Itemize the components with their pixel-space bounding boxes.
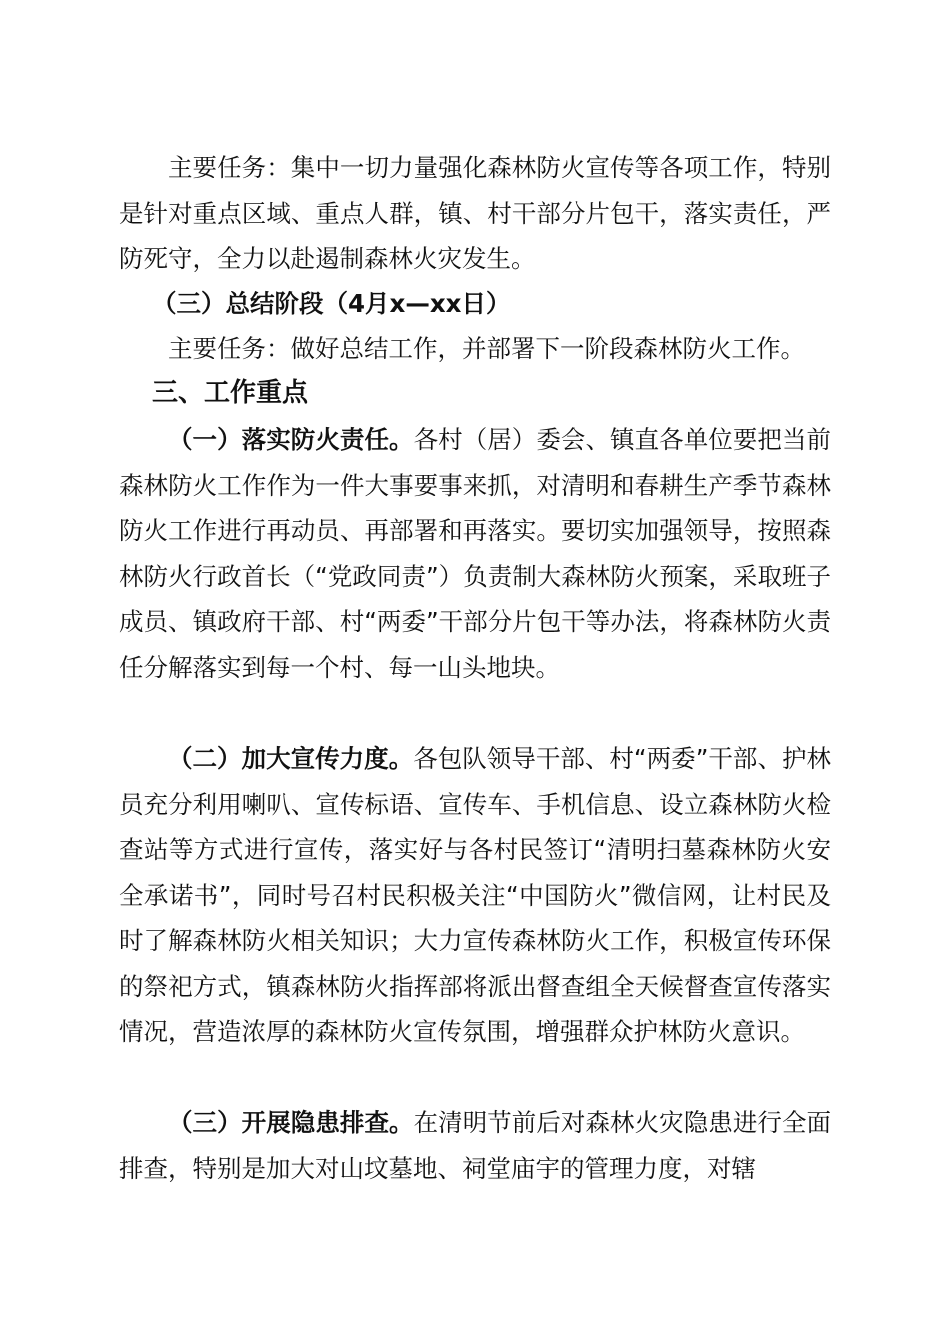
key-point-1-body: 各村（居）委会、镇直各单位要把当前森林防火工作作为一件大事要事来抓，对清明和春耕生产季节森林防火工作进行再动员、再部署和再落实。要切实加强领导，按照森林防火行政首长（“党政同责”）负责制大森林防火预案，采取班子成员、镇政府干部、村“两委”干部分片包干等办法，将森林防火责任分解落实到每一个村、每一山头地块。 — [119, 425, 831, 682]
task-paragraph-stage3: 主要任务：做好总结工作，并部署下一阶段森林防火工作。 — [168, 334, 805, 363]
key-point-2-title: （二）加大宣传力度。 — [168, 744, 414, 773]
key-point-2 — [119, 736, 831, 1055]
key-point-3 — [119, 1100, 831, 1191]
key-point-1-title: （一）落实防火责任。 — [168, 425, 414, 454]
key-point-3-body: 在清明节前后对森林火灾隐患进行全面排查，特别是加大对山坟墓地、祠堂庙宇的管理力度，对辖 — [119, 1108, 831, 1183]
task-paragraph-stage2: 主要任务：集中一切力量强化森林防火宣传等各项工作，特别是针对重点区域、重点人群，镇、村干部分片包干，落实责任，严防死守，全力以赴遏制森林火灾发生。 — [119, 153, 831, 273]
section3-heading: 三、工作重点 — [152, 378, 309, 408]
stage3-heading: （三）总结阶段（4月x—xx日） — [152, 289, 511, 318]
key-point-2-body: 各包队领导干部、村“两委”干部、护林员充分利用喇叭、宣传标语、宣传车、手机信息、设立森林防火检查站等方式进行宣传，落实好与各村民签订“清明扫墓森林防火安全承诺书”，同时号召村民积极关注“中国防火”微信网，让村民及时了解森林防火相关知识；大力宣传森林防火工作，积极宣传环保的祭祀方式，镇森林防火指挥部将派出督查组全天候督查宣传落实情况，营造浓厚的森林防火宣传氛围，增强群众护林防火意识。 — [119, 744, 832, 1046]
key-point-1 — [119, 417, 831, 690]
key-point-3-title: （三）开展隐患排查。 — [168, 1108, 414, 1137]
